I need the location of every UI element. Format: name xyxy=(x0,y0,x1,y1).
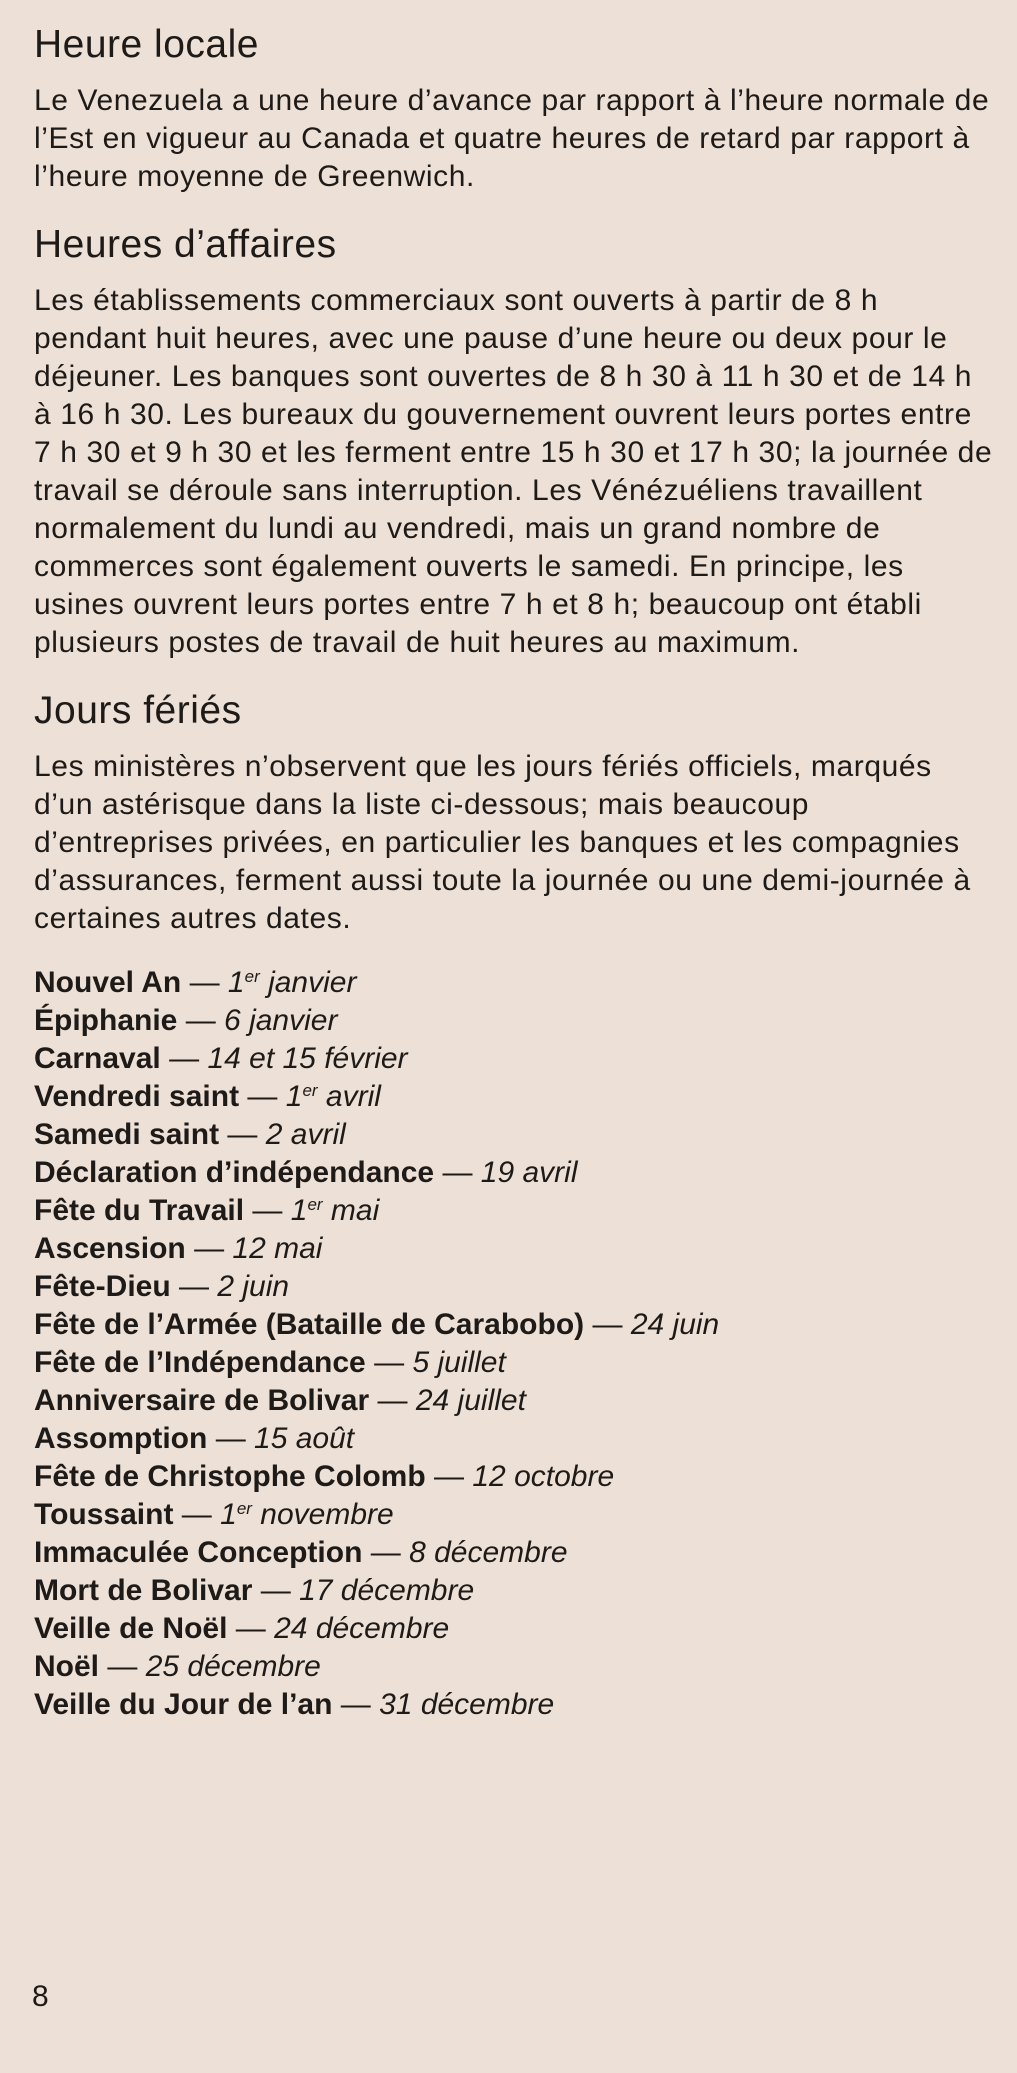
holiday-name: Mort de Bolivar xyxy=(34,1574,253,1607)
holiday-name: Veille du Jour de l’an xyxy=(34,1688,333,1721)
holiday-item xyxy=(34,1040,994,1078)
holiday-date-text: 8 décembre xyxy=(409,1536,568,1569)
paragraph-heures-affaires: Les établissements commerciaux sont ouverts à partir de 8 h pendant huit heures, avec une pause d’une heure ou deux pour le déjeuner. Les banques sont ouvertes de 8 h 30 à 11 h 30 et de 14 h à 16 h 30. Les bureaux du gouvernement ouvrent leurs portes entre 7 h 30 et 9 h 30 et les ferment entre 15 h 30 et 17 h 30; la journée de travail se déroule sans interruption. Les Vénézuéliens travaillent normalement du lundi au vendredi, mais un grand nombre de commerces sont également ouverts le samedi. En principe, les usines ouvrent leurs portes entre 7 h et 8 h; beaucoup ont établi plusieurs postes de travail de huit heures au maximum. xyxy=(34,284,993,659)
holiday-separator: — xyxy=(235,1612,266,1645)
holiday-item xyxy=(34,1192,994,1230)
holiday-date xyxy=(416,1384,526,1417)
holiday-separator: — xyxy=(215,1422,246,1455)
holiday-date xyxy=(291,1194,380,1227)
holiday-separator: — xyxy=(107,1650,138,1683)
holiday-date xyxy=(379,1688,554,1721)
holiday-date xyxy=(228,966,357,999)
holiday-separator: — xyxy=(260,1574,291,1607)
holiday-date xyxy=(220,1498,394,1531)
holiday-date-text: novembre xyxy=(260,1498,394,1531)
holiday-name: Fête-Dieu xyxy=(34,1270,171,1303)
paragraph-jours-feries: Les ministères n’observent que les jours fériés officiels, marqués d’un astérisque dans la liste ci-dessous; mais beaucoup d’entreprises privées, en particulier les banques et les compagnies d’assurances, ferment aussi toute la journée ou une demi-journée à certaines autres dates. xyxy=(34,750,971,935)
holiday-separator: — xyxy=(592,1308,623,1341)
holiday-item xyxy=(34,1458,994,1496)
holiday-name: Fête de Christophe Colomb xyxy=(34,1460,426,1493)
holiday-date xyxy=(217,1270,289,1303)
holiday-separator: — xyxy=(434,1460,465,1493)
holiday-name: Épiphanie xyxy=(34,1004,178,1037)
holiday-date-text: 15 août xyxy=(254,1422,355,1455)
holiday-date xyxy=(254,1422,354,1455)
holiday-name: Veille de Noël xyxy=(34,1612,228,1645)
holiday-name: Déclaration d’indépendance xyxy=(34,1156,435,1189)
holiday-day: 1 xyxy=(220,1498,237,1531)
holiday-date xyxy=(232,1232,322,1265)
holiday-date-text: 12 mai xyxy=(232,1232,323,1265)
holiday-date xyxy=(266,1118,346,1151)
holiday-name: Fête de l’Armée (Bataille de Carabobo) xyxy=(34,1308,585,1341)
holiday-item xyxy=(34,1686,994,1724)
holiday-day-suffix: er xyxy=(302,1081,318,1100)
holiday-date xyxy=(299,1574,474,1607)
holiday-item xyxy=(34,1002,994,1040)
holiday-date xyxy=(412,1346,505,1379)
holiday-name: Noël xyxy=(34,1650,100,1683)
holiday-day-suffix: er xyxy=(236,1499,252,1518)
holiday-date xyxy=(207,1042,407,1075)
holiday-date-text: 24 décembre xyxy=(274,1612,450,1645)
holiday-separator: — xyxy=(377,1384,408,1417)
holiday-item xyxy=(34,1648,994,1686)
holiday-day-suffix: er xyxy=(244,967,260,986)
section-heure-locale xyxy=(34,22,994,196)
holiday-date xyxy=(631,1308,719,1341)
section-title-heures-affaires: Heures d’affaires xyxy=(34,223,337,266)
section-heures-affaires xyxy=(34,222,994,662)
holiday-name: Immaculée Conception xyxy=(34,1536,363,1569)
holiday-date-text: 24 juillet xyxy=(415,1384,526,1417)
holiday-date-text: 24 juin xyxy=(630,1308,720,1341)
holiday-item xyxy=(34,1344,994,1382)
holiday-date xyxy=(286,1080,381,1113)
holiday-item xyxy=(34,1382,994,1420)
section-title-jours-feries: Jours fériés xyxy=(34,689,242,732)
document-page xyxy=(34,22,994,1724)
page-number: 8 xyxy=(32,1980,49,2013)
section-jours-feries xyxy=(34,688,994,1724)
holiday-date-text: janvier xyxy=(268,966,357,999)
holiday-date-text: 25 décembre xyxy=(145,1650,321,1683)
holiday-separator: — xyxy=(189,966,220,999)
holiday-date-text: 31 décembre xyxy=(379,1688,555,1721)
holiday-date xyxy=(224,1004,337,1037)
holiday-date xyxy=(409,1536,567,1569)
holiday-item xyxy=(34,1230,994,1268)
holiday-date-text: mai xyxy=(330,1194,380,1227)
holiday-name: Toussaint xyxy=(34,1498,174,1531)
holiday-item xyxy=(34,1572,994,1610)
holiday-separator: — xyxy=(179,1270,210,1303)
holiday-item xyxy=(34,1610,994,1648)
holiday-separator: — xyxy=(370,1536,401,1569)
holiday-name: Nouvel An xyxy=(34,966,182,999)
holiday-date-text: 2 avril xyxy=(265,1118,346,1151)
holiday-date xyxy=(274,1612,449,1645)
holiday-separator: — xyxy=(169,1042,200,1075)
holiday-day-suffix: er xyxy=(307,1195,323,1214)
holiday-item xyxy=(34,1420,994,1458)
holiday-date-text: 17 décembre xyxy=(299,1574,475,1607)
holiday-name: Fête du Travail xyxy=(34,1194,245,1227)
holiday-item xyxy=(34,1268,994,1306)
holiday-date xyxy=(481,1156,578,1189)
holiday-list xyxy=(34,964,994,1724)
holiday-separator: — xyxy=(194,1232,225,1265)
holiday-date-text: 5 juillet xyxy=(412,1346,506,1379)
holiday-item xyxy=(34,964,994,1002)
holiday-name: Samedi saint xyxy=(34,1118,220,1151)
holiday-date-text: 6 janvier xyxy=(224,1004,338,1037)
holiday-separator: — xyxy=(340,1688,371,1721)
holiday-item xyxy=(34,1306,994,1344)
holiday-day: 1 xyxy=(285,1080,303,1113)
holiday-item xyxy=(34,1154,994,1192)
holiday-name: Vendredi saint xyxy=(34,1080,240,1113)
holiday-date-text: 14 et 15 février xyxy=(207,1042,408,1075)
holiday-day: 1 xyxy=(227,966,245,999)
holiday-date-text: 19 avril xyxy=(480,1156,578,1189)
paragraph-heure-locale: Le Venezuela a une heure d’avance par rapport à l’heure normale de l’Est en vigueur au Canada et quatre heures de retard par rapport à l’heure moyenne de Greenwich. xyxy=(34,84,990,193)
holiday-separator: — xyxy=(374,1346,405,1379)
holiday-separator: — xyxy=(227,1118,258,1151)
holiday-date xyxy=(472,1460,614,1493)
holiday-separator: — xyxy=(185,1004,216,1037)
holiday-day: 1 xyxy=(290,1194,308,1227)
holiday-item xyxy=(34,1116,994,1154)
section-title-heure-locale: Heure locale xyxy=(34,23,259,66)
holiday-name: Anniversaire de Bolivar xyxy=(34,1384,370,1417)
holiday-name: Carnaval xyxy=(34,1042,161,1075)
holiday-date xyxy=(146,1650,321,1683)
holiday-name: Assomption xyxy=(34,1422,208,1455)
holiday-item xyxy=(34,1078,994,1116)
holiday-name: Ascension xyxy=(34,1232,186,1265)
holiday-separator: — xyxy=(247,1080,278,1113)
holiday-separator: — xyxy=(181,1498,212,1531)
holiday-name: Fête de l’Indépendance xyxy=(34,1346,366,1379)
holiday-item xyxy=(34,1534,994,1572)
holiday-separator: — xyxy=(442,1156,473,1189)
holiday-item xyxy=(34,1496,994,1534)
holiday-separator: — xyxy=(252,1194,283,1227)
holiday-date-text: 2 juin xyxy=(217,1270,290,1303)
holiday-date-text: 12 octobre xyxy=(472,1460,615,1493)
holiday-date-text: avril xyxy=(325,1080,381,1113)
